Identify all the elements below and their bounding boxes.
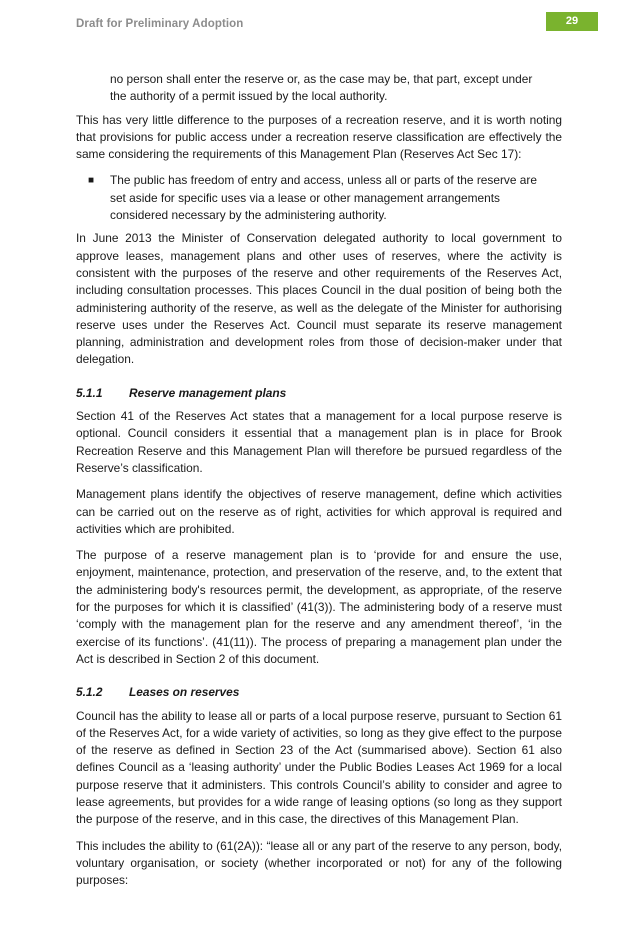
bullet-list — [76, 172, 562, 224]
section-title: Leases on reserves — [129, 685, 240, 700]
section-number: 5.1.2 — [76, 685, 103, 700]
paragraph-plan-purpose: The purpose of a reserve management plan is to ‘provide for and ensure the use, enjoyment, maintenance, protection, and preservation of the reserve, and, to the extent that the administering body's resources permit, the development, as appropriate, of the reserve for the purposes for which it is classified’ (41(3)). The administering body of a reserve must ‘comply with the management plan for the reserve and any amendment thereof’, ‘in the exercise of its functions’. (41(11)). The process of preparing a management plan under the Act is described in Section 2 of this document. — [76, 548, 562, 666]
paragraph-leases: Council has the ability to lease all or parts of a local purpose reserve, pursuant to Section 61 of the Reserves Act, for a wide variety of activities, so long as they give effect to the purpose of the reserve as defined in Section 23 of the Act (summarised above). Section 61 also defines Council as a ‘leasing authority’ under the Public Bodies Leases Act 1969 for a local purpose reserve that it administers. This controls Council’s ability to consider and agree to lease agreements, but provides for a wide range of leasing options (so long as they support the purpose of the reserve, and in this case, the directives of this Management Plan. — [76, 708, 562, 827]
document-header-title: Draft for Preliminary Adoption — [76, 18, 244, 30]
paragraph-lease-purposes: This includes the ability to (61(2A)): “lease all or any part of the reserve to any person, body, voluntary organisation, or society (whether incorporated or not) for any of the following purposes: — [76, 838, 562, 888]
section-heading-5-1-2 — [76, 684, 562, 701]
paragraph-recreation-reserve: This has very little difference to the purposes of a recreation reserve, and it is worth noting that provisions for public access under a recreation reserve classification are effectively the same considering the requirements of this Management Plan (Reserves Act Sec 17): — [76, 112, 562, 162]
section-title: Reserve management plans — [129, 385, 287, 400]
quote-continuation: no person shall enter the reserve or, as the case may be, that part, except under the authority of a permit issued by the local authority. — [110, 72, 533, 104]
square-bullet-icon: ■ — [88, 175, 95, 187]
paragraph-section-41: Section 41 of the Reserves Act states that a management for a local purpose reserve is optional. Council considers it essential that a management plan is in place for Brook Recreation Reserve and this Management Plan will therefore be pursued regardless of the Reserve’s classification. — [76, 409, 562, 475]
document-body — [76, 71, 562, 898]
bullet-text: The public has freedom of entry and access, unless all or parts of the reserve are set aside for specific uses via a lease or other management arrangements considered necessary by the administering authority. — [110, 173, 537, 223]
bullet-item-public-access — [76, 172, 562, 224]
section-heading-5-1-1 — [76, 385, 562, 402]
page-number-badge: 29 — [546, 12, 598, 31]
paragraph-delegated-authority: In June 2013 the Minister of Conservation delegated authority to local government to approve leases, management plans and other uses of reserves, where the activity is consistent with the purposes of the reserve and other requirements of the Reserves Act, including consultation processes. This places Council in the dual position of being both the administering authority of the reserve, as well as the delegate of the Minister for authorising reserve uses under the Reserves Act. Council must separate its reserve management planning, administration and development roles from those of decision-maker under that delegation. — [76, 231, 562, 367]
paragraph-management-plans: Management plans identify the objectives of reserve management, define which activities can be carried out on the reserve as of right, activities for which approval is required and activities which are prohibited. — [76, 487, 562, 536]
section-number: 5.1.1 — [76, 385, 103, 400]
